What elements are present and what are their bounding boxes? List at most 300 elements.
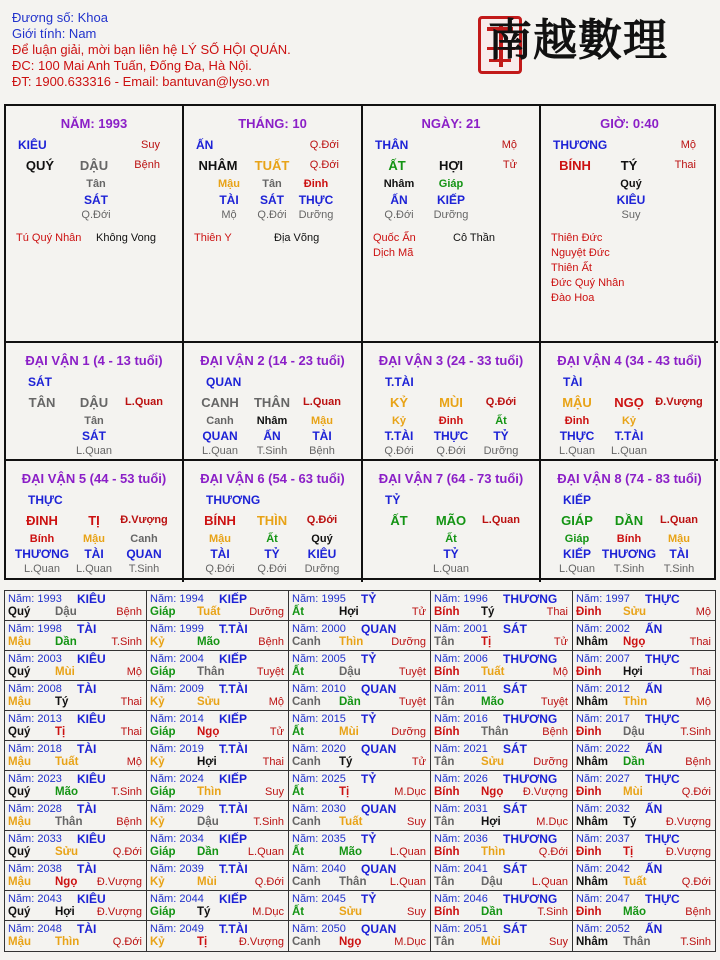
year-label: Năm: 2019	[150, 743, 204, 755]
hidden-stem: Đinh	[564, 415, 590, 427]
year-cell[interactable]	[431, 921, 573, 951]
hidden-stem-state: Q.Đới	[257, 209, 287, 221]
year-label: Năm: 2037	[576, 833, 630, 845]
than-sat-item: Thiên Đức	[551, 232, 603, 244]
duong-so: Đương số: Khoa	[12, 10, 109, 25]
year-chi: Mão	[55, 786, 78, 798]
year-cell[interactable]	[289, 711, 431, 741]
hidden-stem-state: Bệnh	[309, 445, 335, 457]
hidden-stem-star: TÀI	[669, 547, 689, 561]
year-cell[interactable]	[431, 711, 573, 741]
year-chi: Sửu	[623, 606, 647, 618]
pillar-state: Mộ	[501, 139, 517, 151]
dai-van-state: L.Quan	[660, 514, 698, 526]
pillar-cell[interactable]	[6, 106, 184, 343]
year-can: Mậu	[8, 756, 31, 768]
year-state: L.Quan	[247, 846, 284, 858]
year-cell[interactable]	[431, 831, 573, 861]
year-chi: Dần	[197, 846, 219, 858]
year-state: M.Dục	[252, 906, 284, 918]
year-state: Thai	[689, 666, 711, 678]
year-label: Năm: 2013	[8, 713, 62, 725]
year-can: Đinh	[576, 606, 602, 618]
year-label: Năm: 2015	[292, 713, 346, 725]
year-can: Nhâm	[576, 756, 608, 768]
year-label: Năm: 2004	[150, 653, 204, 665]
pillar-state-2: Thai	[674, 159, 696, 171]
dai-van-cell[interactable]	[184, 343, 363, 461]
dai-van-state: L.Quan	[482, 514, 520, 526]
year-cell[interactable]	[147, 711, 289, 741]
year-cell[interactable]	[573, 891, 715, 921]
year-star: SÁT	[503, 682, 527, 696]
year-can: Bính	[434, 846, 460, 858]
hidden-stem: Mậu	[668, 533, 690, 545]
year-star: THƯƠNG	[503, 772, 558, 786]
year-state: M.Dục	[394, 936, 426, 948]
year-label: Năm: 2011	[434, 683, 487, 695]
year-cell[interactable]	[5, 921, 147, 951]
year-label: Năm: 2031	[434, 803, 488, 815]
year-cell[interactable]	[5, 891, 147, 921]
year-cell[interactable]	[431, 681, 573, 711]
year-chi: Hợi	[623, 666, 643, 678]
year-state: Bệnh	[116, 816, 142, 828]
hidden-stem-state: L.Quan	[432, 563, 470, 575]
year-chi: Tị	[623, 846, 634, 858]
year-can: Bính	[434, 726, 460, 738]
year-cell[interactable]	[573, 651, 715, 681]
year-can: Quý	[8, 786, 31, 798]
year-cell[interactable]	[5, 651, 147, 681]
year-label: Năm: 1995	[292, 593, 346, 605]
year-cell[interactable]	[431, 801, 573, 831]
hidden-stem: Kỷ	[621, 415, 637, 427]
year-chi: Mão	[197, 636, 220, 648]
year-chi: Thìn	[55, 936, 80, 948]
pillar-title: THÁNG: 10	[238, 116, 307, 131]
year-can: Quý	[8, 846, 31, 858]
pillar-cell[interactable]	[184, 106, 363, 343]
year-star: TÀI	[77, 802, 97, 816]
dai-van-star: T.TÀI	[385, 375, 414, 389]
hidden-stem-star: TỶ	[264, 547, 280, 561]
year-star: THỰC	[645, 832, 680, 846]
year-cell[interactable]	[147, 621, 289, 651]
year-star: THƯƠNG	[503, 892, 558, 906]
year-label: Năm: 2041	[434, 863, 488, 875]
year-chi: Thìn	[623, 696, 648, 708]
hidden-stem-star: SÁT	[84, 193, 108, 207]
year-cell[interactable]	[147, 861, 289, 891]
hidden-stem-star: KIẾP	[562, 547, 592, 561]
hidden-stem-star: ẤN	[390, 193, 408, 207]
year-star: SÁT	[503, 862, 527, 876]
year-can: Canh	[292, 696, 321, 708]
pillar-title: NĂM: 1993	[60, 116, 128, 131]
year-star: T.TÀI	[219, 742, 248, 756]
year-cell[interactable]	[5, 861, 147, 891]
dai-van-state: Q.Đới	[306, 514, 338, 526]
year-star: KIẾP	[219, 652, 248, 666]
year-star: TÀI	[77, 862, 97, 876]
dai-van-cell[interactable]	[541, 343, 718, 461]
hidden-stem-star: T.TÀI	[614, 429, 644, 443]
year-can: Giáp	[150, 906, 176, 918]
year-star: KIẾP	[219, 832, 248, 846]
dai-van-star: QUAN	[206, 375, 242, 389]
year-state: Mộ	[268, 696, 284, 708]
dai-van-can: BÍNH	[204, 513, 236, 528]
hidden-stem-state: L.Quan	[558, 563, 596, 575]
year-label: Năm: 2040	[292, 863, 346, 875]
year-star: TỶ	[361, 592, 377, 606]
year-chi: Ngọ	[623, 636, 646, 648]
year-label: Năm: 2045	[292, 893, 346, 905]
pillar-state-2: Tử	[502, 159, 517, 171]
year-can: Đinh	[576, 906, 602, 918]
hidden-stem: Tân	[262, 178, 282, 190]
dai-van-chi: TỊ	[88, 513, 100, 528]
year-cell[interactable]	[289, 891, 431, 921]
year-cell[interactable]	[289, 831, 431, 861]
year-label: Năm: 2008	[8, 683, 62, 695]
year-state: Tuyệt	[398, 696, 426, 708]
year-cell[interactable]	[5, 831, 147, 861]
hidden-stem: Nhâm	[383, 178, 415, 190]
year-label: Năm: 2001	[434, 623, 488, 635]
hidden-stem-star: SÁT	[82, 429, 106, 443]
year-cell[interactable]	[289, 801, 431, 831]
dai-van-cell[interactable]	[6, 343, 184, 461]
year-cell[interactable]	[147, 591, 289, 621]
year-cell[interactable]	[573, 681, 715, 711]
hidden-stem-star: TÀI	[312, 429, 332, 443]
dai-van-cell[interactable]	[184, 461, 363, 582]
year-star: QUAN	[361, 862, 397, 876]
year-chi: Tý	[339, 756, 353, 768]
year-state: Đ.Vượng	[665, 846, 711, 858]
hidden-stem-star: QUAN	[126, 547, 162, 561]
dai-van-cell[interactable]	[363, 461, 541, 582]
dai-van-chi: NGỌ	[614, 395, 644, 410]
pillar-title: GIỜ: 0:40	[600, 116, 659, 131]
year-cell[interactable]	[573, 711, 715, 741]
year-cell[interactable]	[5, 681, 147, 711]
year-can: Tân	[434, 876, 455, 888]
year-cell[interactable]	[573, 771, 715, 801]
year-star: QUAN	[361, 742, 397, 756]
dai-van-state: Đ.Vượng	[120, 514, 168, 526]
pillar-star-top: THƯƠNG	[553, 138, 608, 152]
year-cell[interactable]	[289, 861, 431, 891]
year-chi: Thìn	[481, 846, 506, 858]
dai-van-title: ĐẠI VẬN 8 (74 - 83 tuổi)	[557, 471, 702, 486]
than-sat-item: Thiên Ất	[551, 262, 592, 274]
hidden-stem: Ất	[266, 533, 278, 545]
dai-van-cell[interactable]	[6, 461, 184, 582]
year-cell[interactable]	[289, 681, 431, 711]
dai-van-cell[interactable]	[541, 461, 718, 582]
year-label: Năm: 2005	[292, 653, 346, 665]
year-can: Giáp	[150, 666, 176, 678]
year-label: Năm: 2002	[576, 623, 630, 635]
pillar-chi: HỢI	[438, 158, 464, 173]
hidden-stem-state: Q.Đới	[384, 209, 414, 221]
year-cell[interactable]	[431, 591, 573, 621]
pillar-star-top: ẤN	[196, 138, 214, 152]
year-label: Năm: 2010	[292, 683, 346, 695]
year-chi: Hợi	[339, 606, 359, 618]
dai-van-star: SÁT	[28, 375, 52, 389]
pillar-state: Q.Đới	[309, 139, 339, 151]
year-label: Năm: 1998	[8, 623, 62, 635]
hidden-stem-state: Q.Đới	[384, 445, 414, 457]
hidden-stem-state: T.Sinh	[663, 563, 695, 575]
dai-van-state: L.Quan	[303, 396, 341, 408]
year-label: Năm: 2020	[292, 743, 346, 755]
year-chi: Sửu	[55, 846, 79, 858]
year-cell[interactable]	[573, 831, 715, 861]
dai-van-state: Q.Đới	[485, 396, 517, 408]
year-star: TỶ	[361, 892, 377, 906]
year-chi: Tý	[481, 606, 495, 618]
pillar-cell[interactable]	[363, 106, 541, 343]
hidden-stem: Giáp	[564, 533, 590, 545]
contact-line-2: ĐC: 100 Mai Anh Tuấn, Đống Đa, Hà Nội.	[12, 58, 252, 73]
year-star: KIẾP	[219, 892, 248, 906]
year-chi: Thân	[339, 876, 367, 888]
year-cell[interactable]	[289, 921, 431, 951]
year-cell[interactable]	[147, 681, 289, 711]
year-cell[interactable]	[573, 621, 715, 651]
year-chi: Dần	[481, 906, 503, 918]
pillar-cell[interactable]	[541, 106, 718, 343]
year-state: T.Sinh	[680, 726, 711, 738]
year-can: Tân	[434, 696, 455, 708]
year-label: Năm: 1997	[576, 593, 630, 605]
year-label: Năm: 2018	[8, 743, 62, 755]
year-state: Tuyệt	[398, 666, 426, 678]
year-state: Tử	[411, 606, 426, 618]
year-can: Tân	[434, 936, 455, 948]
hidden-stem-star: THƯƠNG	[14, 547, 70, 561]
pillar-can: BÍNH	[559, 158, 591, 173]
year-can: Canh	[292, 636, 321, 648]
year-label: Năm: 2022	[576, 743, 630, 755]
pillar-can: NHÂM	[198, 158, 238, 173]
year-cell[interactable]	[573, 591, 715, 621]
year-cell[interactable]	[5, 771, 147, 801]
year-cell[interactable]	[431, 771, 573, 801]
year-cell[interactable]	[289, 651, 431, 681]
year-state: L.Quan	[531, 876, 568, 888]
year-cell[interactable]	[289, 591, 431, 621]
hidden-stem-state: T.Sinh	[256, 445, 288, 457]
pillar-star-top: THÂN	[375, 138, 409, 152]
hidden-stem-state: T.Sinh	[613, 563, 645, 575]
year-star: THỰC	[645, 712, 680, 726]
dai-van-title: ĐẠI VẬN 4 (34 - 43 tuổi)	[557, 353, 702, 368]
year-star: SÁT	[503, 622, 527, 636]
year-can: Kỷ	[150, 936, 165, 948]
year-cell[interactable]	[573, 741, 715, 771]
dai-van-chi: THÂN	[253, 395, 291, 410]
year-star: TỶ	[361, 772, 377, 786]
year-star: TỶ	[361, 652, 377, 666]
year-cell[interactable]	[147, 921, 289, 951]
hidden-stem-star: ẤN	[263, 429, 281, 443]
year-cell[interactable]	[5, 711, 147, 741]
year-can: Giáp	[150, 726, 176, 738]
year-can: Đinh	[576, 726, 602, 738]
year-cell[interactable]	[289, 741, 431, 771]
hidden-stem: Ất	[445, 533, 457, 545]
year-label: Năm: 1993	[8, 593, 62, 605]
hidden-stem-state: Dưỡng	[433, 209, 469, 221]
year-can: Tân	[434, 756, 455, 768]
hidden-stem-star: TỶ	[443, 547, 459, 561]
year-chi: Thìn	[197, 786, 222, 798]
year-label: Năm: 2050	[292, 923, 346, 935]
year-can: Ất	[292, 726, 305, 738]
year-cell[interactable]	[147, 831, 289, 861]
chart-grid	[4, 104, 716, 580]
dai-van-can: TÂN	[28, 395, 56, 410]
year-can: Đinh	[576, 786, 602, 798]
year-state: Suy	[265, 786, 284, 798]
contact-line-1: Để luận giải, mời bạn liên hệ LÝ SỐ HỘI QUÁN.	[12, 42, 291, 57]
year-star: THƯƠNG	[503, 712, 558, 726]
year-state: T.Sinh	[253, 816, 284, 828]
pillar-state: Mộ	[680, 139, 696, 151]
dai-van-cell[interactable]	[363, 343, 541, 461]
year-state: Mộ	[695, 696, 711, 708]
year-can: Bính	[434, 786, 460, 798]
year-state: T.Sinh	[111, 786, 142, 798]
year-state: Tuyệt	[256, 666, 284, 678]
hidden-stem: Bính	[29, 533, 55, 545]
year-cell[interactable]	[5, 741, 147, 771]
year-chi: Thân	[481, 726, 509, 738]
year-cell[interactable]	[573, 921, 715, 951]
year-cell[interactable]	[147, 651, 289, 681]
hidden-stem-state: Q.Đới	[81, 209, 111, 221]
hidden-stem: Canh	[206, 415, 234, 427]
hidden-stem-state: T.Sinh	[128, 563, 160, 575]
year-label: Năm: 2003	[8, 653, 62, 665]
hidden-stem: Giáp	[438, 178, 464, 190]
hidden-stem-state: L.Quan	[201, 445, 239, 457]
year-cell[interactable]	[147, 771, 289, 801]
year-state: Tử	[269, 726, 284, 738]
year-chi: Sửu	[481, 756, 505, 768]
year-chi: Sửu	[197, 696, 221, 708]
year-can: Bính	[434, 666, 460, 678]
year-cell[interactable]	[431, 621, 573, 651]
year-star: KIẾP	[219, 592, 248, 606]
year-chi: Tý	[623, 816, 637, 828]
year-cell[interactable]	[147, 741, 289, 771]
year-can: Nhâm	[576, 816, 608, 828]
year-star: TÀI	[77, 742, 97, 756]
year-state: Bệnh	[116, 606, 142, 618]
hidden-stem: Tân	[86, 178, 106, 190]
year-chi: Dậu	[481, 876, 503, 888]
year-label: Năm: 2028	[8, 803, 62, 815]
year-chi: Mùi	[197, 876, 217, 888]
hidden-stem: Ất	[495, 415, 507, 427]
year-table	[4, 590, 716, 952]
year-chi: Tị	[481, 636, 492, 648]
hidden-stem: Mậu	[311, 415, 333, 427]
year-cell[interactable]	[289, 771, 431, 801]
year-cell[interactable]	[147, 891, 289, 921]
year-chi: Mão	[623, 906, 646, 918]
year-cell[interactable]	[5, 801, 147, 831]
year-state: Suy	[407, 816, 426, 828]
pillar-can: QUÝ	[25, 158, 55, 173]
year-cell[interactable]	[431, 861, 573, 891]
year-can: Giáp	[150, 846, 176, 858]
contact-line-3: ĐT: 1900.633316 - Email: bantuvan@lyso.vn	[12, 74, 270, 89]
year-cell[interactable]	[5, 591, 147, 621]
brand-logo	[488, 4, 668, 68]
dai-van-title: ĐẠI VẬN 2 (14 - 23 tuổi)	[200, 353, 345, 368]
year-cell[interactable]	[431, 651, 573, 681]
hidden-stem-state: Dưỡng	[304, 563, 340, 575]
year-state: Tuyệt	[540, 696, 568, 708]
year-state: Dưỡng	[533, 756, 568, 768]
hidden-stem-state: L.Quan	[75, 563, 113, 575]
year-cell[interactable]	[573, 801, 715, 831]
year-chi: Tị	[339, 786, 350, 798]
year-star: KIÊU	[77, 712, 106, 726]
year-cell[interactable]	[289, 621, 431, 651]
year-cell[interactable]	[5, 621, 147, 651]
year-label: Năm: 2043	[8, 893, 62, 905]
year-label: Năm: 2035	[292, 833, 346, 845]
year-cell[interactable]	[431, 891, 573, 921]
year-cell[interactable]	[573, 861, 715, 891]
year-label: Năm: 2023	[8, 773, 62, 785]
year-can: Giáp	[150, 606, 176, 618]
year-cell[interactable]	[147, 801, 289, 831]
year-label: Năm: 2024	[150, 773, 204, 785]
year-cell[interactable]	[431, 741, 573, 771]
year-state: Đ.Vượng	[96, 876, 142, 888]
year-can: Mậu	[8, 936, 31, 948]
pillar-can: ẤT	[388, 158, 406, 173]
hidden-stem-star: TỶ	[493, 429, 509, 443]
year-state: M.Dục	[394, 786, 426, 798]
year-state: Tử	[411, 756, 426, 768]
year-star: KIÊU	[77, 832, 106, 846]
year-can: Kỷ	[150, 756, 165, 768]
year-chi: Tị	[197, 936, 208, 948]
year-chi: Dậu	[55, 606, 77, 618]
year-state: T.Sinh	[111, 636, 142, 648]
gioi-tinh: Giới tính: Nam	[12, 26, 97, 41]
hidden-stem-state: Dưỡng	[483, 445, 519, 457]
year-state: Mộ	[126, 666, 142, 678]
year-can: Quý	[8, 606, 31, 618]
year-can: Ất	[292, 786, 305, 798]
year-star: THỰC	[645, 892, 680, 906]
year-label: Năm: 2051	[434, 923, 488, 935]
year-star: KIÊU	[77, 892, 106, 906]
year-label: Năm: 2027	[576, 773, 630, 785]
